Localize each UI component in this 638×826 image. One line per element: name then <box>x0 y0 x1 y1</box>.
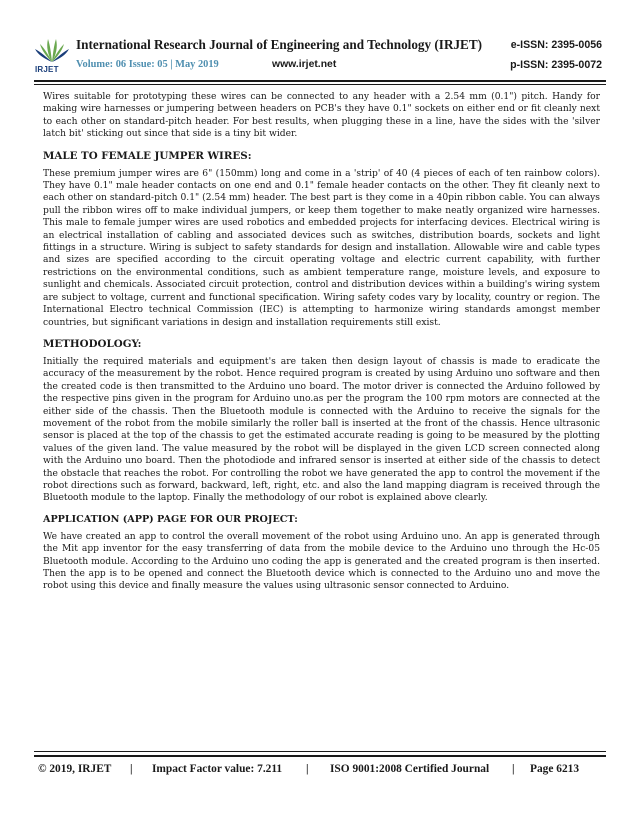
footer-rule-thick <box>34 755 606 757</box>
volume-issue: Volume: 06 Issue: 05 | May 2019 <box>76 59 219 70</box>
footer-impact-factor: Impact Factor value: 7.211 <box>152 763 283 775</box>
footer-iso: ISO 9001:2008 Certified Journal <box>330 763 490 775</box>
logo-text: IRJET <box>35 65 59 74</box>
section-heading-methodology: METHODOLOGY: <box>43 337 142 350</box>
eissn: e-ISSN: 2395-0056 <box>510 39 602 51</box>
header-rule-thick <box>34 80 606 82</box>
article-body <box>43 91 600 593</box>
footer-separator: | <box>512 763 515 775</box>
page-footer <box>34 763 606 779</box>
website-link[interactable]: www.irjet.net <box>272 59 337 70</box>
app-paragraph: We have created an app to control the overall movement of the robot using Arduino uno. An app is generated through the Mit app inventor for the easy transferring of data from the mobile device to the Arduino uno through the Hc-05 Bluetooth module. According to the Arduino uno coding the app is generated and the created program is then inserted. Then the app is to be opened and connect the Bluetooth device which is connected to the Arduino uno and move the robot using this device and finally measure the values using ultrasonic sensor connected to Arduino. <box>43 531 600 592</box>
irjet-logo <box>34 35 70 77</box>
male-female-paragraph: These premium jumper wires are 6" (150mm) long and come in a 'strip' of 40 (4 pieces of each of ten rainbow colors). They have 0.1" male header contacts on one end and 0.1" female header contacts on the other. They fit cleanly next to each other on standard-pitch 0.1" (2.54 mm) header. The best part is they come in a 40pin ribbon cable. You can always pull the ribbon wires off to make individual jumpers, or keep them together to make neatly organized wire harnesses. This male to female jumper wires are used robotics and embedded projects for interfacing devices. Electrical wiring is an electrical installation of cabling and associated devices such as switches, distribution boards, sockets and light fittings in a structure. Wiring is subject to safety standards for design and installation. Allowable wire and cable types and sizes are specified according to the circuit operating voltage and electric current capability, with further restrictions on the environmental conditions, such as ambient temperature range, moisture levels, and exposure to sunlight and chemicals. Associated circuit protection, control and distribution devices within a building's wiring system are subject to voltage, current and functional specification. Wiring safety codes vary by locality, country or region. The International Electro technical Commission (IEC) is attempting to harmonize wiring standards amongst member countries, but significant variations in design and installation requirements still exist. <box>43 168 600 328</box>
section-heading-app: APPLICATION (APP) PAGE FOR OUR PROJECT: <box>43 513 298 525</box>
header-rule-thin <box>34 84 606 85</box>
section-heading-male-female: MALE TO FEMALE JUMPER WIRES: <box>43 149 252 162</box>
footer-separator: | <box>306 763 309 775</box>
footer-rule-thin <box>34 751 606 752</box>
footer-copyright: © 2019, IRJET <box>38 763 112 775</box>
methodology-paragraph: Initially the required materials and equipment's are taken then design layout of chassis is made to eradicate the accuracy of the measurement by the robot. Hence required program is created by using Arduino uno software and then the created code is then transmitted to the Arduino uno board. The motor driver is connected the Arduino followed by the respective pins given in the program for Arduino uno.as per the program the 100 rpm motors are connected at the either side of the chassis. Then the Bluetooth module is connected with the Arduino to receive the signals for the movement of the robot from the mobile similarly the roller ball is inserted at the front of the chassis. Hence ultrasonic sensor is placed at the top of the chassis to get the estimated accurate reading is going to be measured by the plotting values of the given land. The value measured by the robot will be displayed in the given LCD screen connected along with the Arduino uno board. Then the photodiode and infrared sensor is inserted at either side of the chassis to detect the obstacle that reaches the robot. For controlling the robot we have generated the app to control the movement if the robot directions such as forward, backward, left, right, etc. and also the land mapping diagram is received through the Bluetooth module to the laptop. Finally the methodology of our robot is explained above clearly. <box>43 356 600 504</box>
irjet-logo-mark-icon <box>34 35 70 65</box>
journal-title: International Research Journal of Engineering and Technology (IRJET) <box>76 37 483 52</box>
footer-separator: | <box>130 763 133 775</box>
pissn: p-ISSN: 2395-0072 <box>510 59 602 71</box>
intro-paragraph: Wires suitable for prototyping these wires can be connected to any header with a 2.54 mm (0.1") pitch. Handy for making wire harnesses or jumpering between headers on PCB's they have 0.1" sockets on either end or fit cleanly next to each other on standard-pitch header. For best results, when plugging these in a line, have the sides with the 'silver latch bit' sticking out since that side is a tiny bit wider. <box>43 92 600 140</box>
footer-page-number: Page 6213 <box>530 763 580 775</box>
page-header <box>34 35 606 81</box>
